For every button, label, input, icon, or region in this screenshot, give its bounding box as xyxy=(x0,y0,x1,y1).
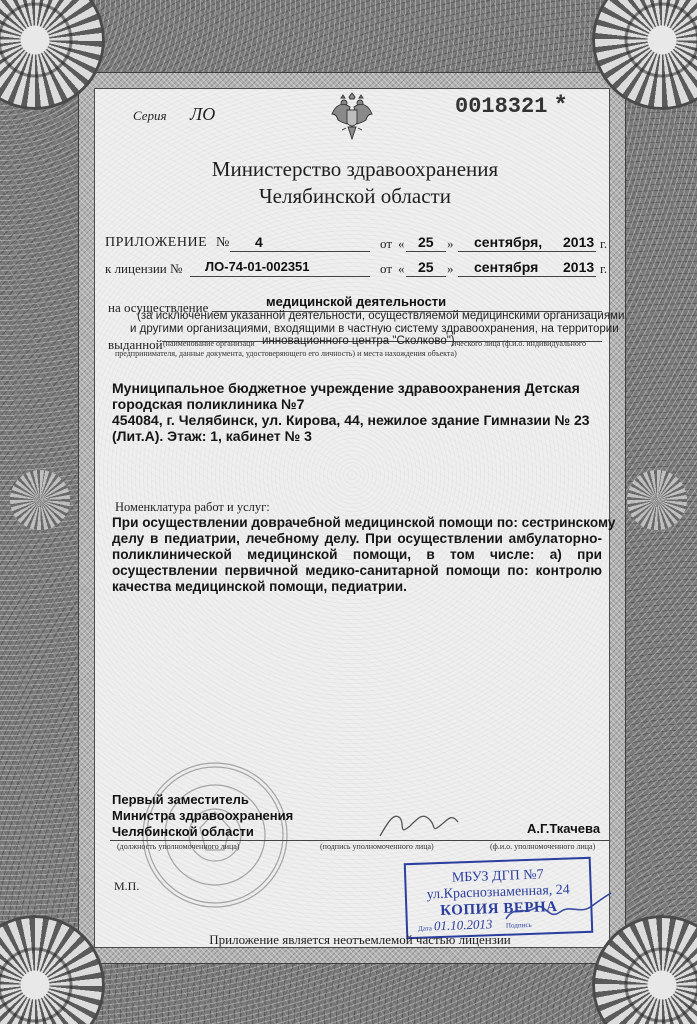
nomenclature-label: Номенклатура работ и услуг: xyxy=(115,500,270,514)
activity-value: медицинской деятельности xyxy=(266,294,447,309)
issued-caption-part2: ического лица (ф.и.о. индивидуального xyxy=(452,339,586,348)
organization-line: городская поликлиника №7 xyxy=(112,396,305,412)
signatory-name: А.Г.Ткачева xyxy=(527,821,601,836)
appendix-quote-open: « xyxy=(398,236,405,251)
appendix-from: от xyxy=(380,236,393,251)
stamp-date-label: Дата xyxy=(417,924,433,933)
license-year-suffix: г. xyxy=(600,261,608,276)
series-label: Серия xyxy=(133,108,167,123)
license-quote-open: « xyxy=(398,261,405,276)
stamp-line1: МБУЗ ДГП №7 xyxy=(451,867,544,886)
seal-place-label: М.П. xyxy=(114,879,140,893)
copy-certified-stamp xyxy=(404,857,594,939)
issued-caption-line2: предпринимателя, данные документа, удостоверяющего его личность) и места нахождения объекта) xyxy=(115,349,457,358)
series-value: ЛО xyxy=(190,104,216,124)
license-month: сентября xyxy=(474,259,539,275)
appendix-year: 2013 xyxy=(563,234,595,250)
appendix-quote-close: » xyxy=(447,236,454,251)
ministry-title-line1: Министерство здравоохранения xyxy=(211,157,499,181)
form-number: 0018321 xyxy=(455,94,548,119)
stamp-line3: КОПИЯ ВЕРНА xyxy=(439,898,558,920)
license-label: к лицензии № xyxy=(105,261,183,276)
nomenclature-line: качества медицинской помощи, педиатрии. xyxy=(112,579,407,594)
stamp-signature-label: Подпись xyxy=(505,920,532,930)
nomenclature-line: При осуществлении доврачебной медицинской помощи по: сестринскому xyxy=(112,515,616,530)
caption-position: (должность уполномоченного лица) xyxy=(117,842,240,851)
signatory-position-line: Первый заместитель xyxy=(112,792,249,807)
nomenclature-line: осуществлении первичной медико-санитарной помощи по: контролю xyxy=(112,563,602,578)
appendix-year-suffix: г. xyxy=(600,236,608,251)
license-number: ЛО-74-01-002351 xyxy=(205,259,310,274)
caption-name: (ф.и.о. уполномоченного лица) xyxy=(490,842,596,851)
number-mark: * xyxy=(556,90,566,117)
activity-note-line1: (за исключением указанной деятельности, осуществляемой медицинскими организациями xyxy=(137,310,625,322)
signature-line xyxy=(110,840,610,841)
caption-signature: (подпись уполномоченного лица) xyxy=(320,842,434,851)
activity-label: на осуществление xyxy=(108,300,209,315)
issued-caption-part1: (наименование организаци xyxy=(163,339,255,348)
appendix-number: 4 xyxy=(255,234,263,250)
license-day: 25 xyxy=(418,259,434,275)
ministry-title-line2: Челябинской области xyxy=(259,184,451,208)
activity-note-line3: инновационного центра "Сколково") xyxy=(262,335,455,347)
stamp-date: 01.10.2013 xyxy=(433,916,493,934)
nomenclature-line: поликлинической медицинской помощи, в том числе: а) при xyxy=(112,547,602,562)
signatory-position-line: Министра здравоохранения xyxy=(112,808,294,823)
official-signature xyxy=(380,816,458,836)
appendix-label: ПРИЛОЖЕНИЕ xyxy=(105,235,208,250)
nomenclature-line: делу в педиатрии, лечебному делу. При осуществлении амбулаторно- xyxy=(112,531,602,546)
organization-line: (Лит.А). Этаж: 1, кабинет № 3 xyxy=(112,428,312,444)
appendix-no-sign: № xyxy=(216,235,230,250)
activity-note-line2: и другими организациями, входящими в частную систему здравоохранения, на территории xyxy=(130,323,619,335)
stamp-line2: ул.Краснознаменная, 24 xyxy=(426,882,571,903)
signatory-position-line: Челябинской области xyxy=(112,824,254,839)
organization-line: Муниципальное бюджетное учреждение здравоохранения Детская xyxy=(112,380,580,396)
organization-line: 454084, г. Челябинск, ул. Кирова, 44, нежилое здание Гимназии № 23 xyxy=(112,412,590,428)
issued-label: выданной xyxy=(108,337,163,352)
license-from: от xyxy=(380,261,393,276)
appendix-month: сентября, xyxy=(474,234,543,250)
license-year: 2013 xyxy=(563,259,595,275)
footer-note: Приложение является неотъемлемой частью лицензии xyxy=(209,932,511,947)
appendix-day: 25 xyxy=(418,234,434,250)
license-quote-close: » xyxy=(447,261,454,276)
